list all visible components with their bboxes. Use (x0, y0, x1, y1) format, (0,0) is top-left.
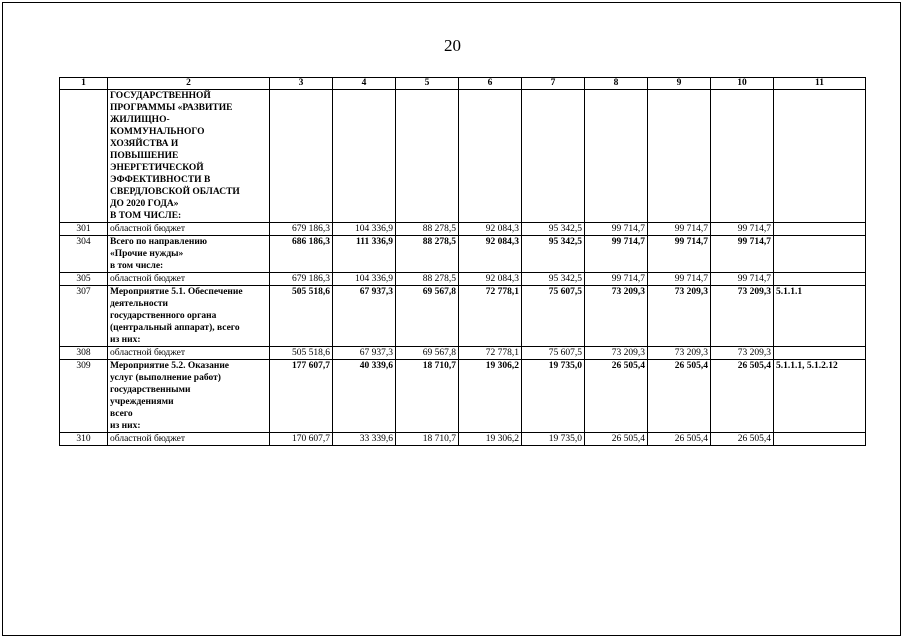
amount-cell (711, 90, 774, 223)
target-code (774, 273, 866, 286)
target-code (774, 236, 866, 273)
amount-cell: 72 778,1 (459, 286, 522, 347)
amount-cell: 88 278,5 (396, 273, 459, 286)
amount-cell (333, 90, 396, 223)
row-number: 305 (60, 273, 108, 286)
description-line: областной бюджет (110, 348, 186, 358)
amount-cell: 73 209,3 (711, 286, 774, 347)
column-header: 11 (774, 78, 866, 90)
amount-cell: 686 186,3 (270, 236, 333, 273)
amount-cell: 177 607,7 (270, 360, 333, 433)
row-description (108, 286, 270, 347)
amount-cell: 88 278,5 (396, 236, 459, 273)
description-line: учреждениями (110, 397, 174, 407)
column-header: 3 (270, 78, 333, 90)
amount-cell: 92 084,3 (459, 223, 522, 236)
amount-cell: 69 567,8 (396, 347, 459, 360)
amount-cell: 104 336,9 (333, 223, 396, 236)
description-line: В ТОМ ЧИСЛЕ: (110, 211, 182, 221)
amount-cell: 73 209,3 (711, 347, 774, 360)
description-line: ЭНЕРГЕТИЧЕСКОЙ (110, 163, 204, 173)
amount-cell: 26 505,4 (648, 360, 711, 433)
amount-cell: 99 714,7 (648, 273, 711, 286)
amount-cell (522, 90, 585, 223)
amount-cell: 99 714,7 (585, 223, 648, 236)
amount-cell: 33 339,6 (333, 433, 396, 446)
amount-cell: 73 209,3 (585, 286, 648, 347)
row-description (108, 273, 270, 286)
table-row (60, 347, 866, 360)
amount-cell: 95 342,5 (522, 223, 585, 236)
amount-cell: 99 714,7 (585, 236, 648, 273)
description-line: «Прочие нужды» (110, 249, 184, 259)
target-code (774, 90, 866, 223)
amount-cell (648, 90, 711, 223)
amount-cell: 99 714,7 (585, 273, 648, 286)
row-number: 304 (60, 236, 108, 273)
amount-cell (585, 90, 648, 223)
column-header: 4 (333, 78, 396, 90)
column-header: 9 (648, 78, 711, 90)
amount-cell: 26 505,4 (711, 360, 774, 433)
amount-cell (396, 90, 459, 223)
amount-cell: 95 342,5 (522, 236, 585, 273)
amount-cell: 18 710,7 (396, 433, 459, 446)
row-description (108, 360, 270, 433)
amount-cell: 19 735,0 (522, 433, 585, 446)
amount-cell: 95 342,5 (522, 273, 585, 286)
amount-cell: 99 714,7 (648, 236, 711, 273)
amount-cell: 505 518,6 (270, 286, 333, 347)
description-line: ДО 2020 ГОДА» (110, 199, 179, 209)
row-number: 308 (60, 347, 108, 360)
amount-cell: 88 278,5 (396, 223, 459, 236)
amount-cell: 19 306,2 (459, 360, 522, 433)
budget-table (59, 77, 866, 446)
column-header: 5 (396, 78, 459, 90)
amount-cell: 73 209,3 (585, 347, 648, 360)
amount-cell: 92 084,3 (459, 236, 522, 273)
description-line: из них: (110, 335, 141, 345)
description-line: ХОЗЯЙСТВА И (110, 139, 179, 149)
amount-cell: 67 937,3 (333, 347, 396, 360)
row-description (108, 223, 270, 236)
description-line: КОММУНАЛЬНОГО (110, 127, 205, 137)
table-row (60, 236, 866, 273)
description-line: деятельности (110, 299, 168, 309)
table-row (60, 433, 866, 446)
amount-cell: 99 714,7 (711, 223, 774, 236)
amount-cell: 73 209,3 (648, 286, 711, 347)
row-description (108, 90, 270, 223)
amount-cell: 170 607,7 (270, 433, 333, 446)
description-line: государственными (110, 385, 191, 395)
target-code: 5.1.1.1, 5.1.2.12 (774, 360, 866, 433)
amount-cell: 75 607,5 (522, 286, 585, 347)
description-line: областной бюджет (110, 224, 186, 234)
amount-cell: 99 714,7 (648, 223, 711, 236)
amount-cell: 40 339,6 (333, 360, 396, 433)
amount-cell: 72 778,1 (459, 347, 522, 360)
row-number: 301 (60, 223, 108, 236)
amount-cell: 26 505,4 (648, 433, 711, 446)
row-description (108, 236, 270, 273)
description-line: ЖИЛИЩНО- (110, 115, 170, 125)
amount-cell: 99 714,7 (711, 273, 774, 286)
amount-cell: 26 505,4 (711, 433, 774, 446)
row-number (60, 90, 108, 223)
amount-cell: 505 518,6 (270, 347, 333, 360)
description-line: в том числе: (110, 261, 164, 271)
description-line: Мероприятие 5.1. Обеспечение (110, 287, 243, 297)
description-line: областной бюджет (110, 434, 186, 444)
description-line: ГОСУДАРСТВЕННОЙ (110, 91, 211, 101)
amount-cell: 75 607,5 (522, 347, 585, 360)
row-description (108, 347, 270, 360)
row-number: 309 (60, 360, 108, 433)
page-number: 20 (444, 36, 461, 55)
amount-cell: 26 505,4 (585, 360, 648, 433)
description-line: ПРОГРАММЫ «РАЗВИТИЕ (110, 103, 233, 113)
amount-cell: 104 336,9 (333, 273, 396, 286)
row-number: 307 (60, 286, 108, 347)
column-header: 1 (60, 78, 108, 90)
amount-cell: 67 937,3 (333, 286, 396, 347)
description-line: всего (110, 409, 133, 419)
amount-cell: 19 735,0 (522, 360, 585, 433)
description-line: Мероприятие 5.2. Оказание (110, 361, 230, 371)
amount-cell (459, 90, 522, 223)
table-row (60, 273, 866, 286)
description-line: государственного органа (110, 311, 217, 321)
amount-cell (270, 90, 333, 223)
target-code (774, 347, 866, 360)
column-header: 8 (585, 78, 648, 90)
amount-cell: 19 306,2 (459, 433, 522, 446)
target-code: 5.1.1.1 (774, 286, 866, 347)
table-row (60, 360, 866, 433)
amount-cell: 26 505,4 (585, 433, 648, 446)
amount-cell: 92 084,3 (459, 273, 522, 286)
description-line: областной бюджет (110, 274, 186, 284)
amount-cell: 99 714,7 (711, 236, 774, 273)
table-row (60, 90, 866, 223)
description-line: СВЕРДЛОВСКОЙ ОБЛАСТИ (110, 187, 240, 197)
description-line: Всего по направлению (110, 237, 208, 247)
table-row (60, 223, 866, 236)
amount-cell: 69 567,8 (396, 286, 459, 347)
amount-cell: 111 336,9 (333, 236, 396, 273)
column-header: 7 (522, 78, 585, 90)
column-header: 2 (108, 78, 270, 90)
amount-cell: 18 710,7 (396, 360, 459, 433)
column-header: 10 (711, 78, 774, 90)
amount-cell: 679 186,3 (270, 223, 333, 236)
column-header: 6 (459, 78, 522, 90)
amount-cell: 73 209,3 (648, 347, 711, 360)
description-line: услуг (выполнение работ) (110, 373, 221, 383)
target-code (774, 433, 866, 446)
description-line: ЭФФЕКТИВНОСТИ В (110, 175, 211, 185)
target-code (774, 223, 866, 236)
description-line: ПОВЫШЕНИЕ (110, 151, 179, 161)
table-row (60, 286, 866, 347)
row-number: 310 (60, 433, 108, 446)
amount-cell: 679 186,3 (270, 273, 333, 286)
row-description (108, 433, 270, 446)
description-line: из них: (110, 421, 141, 431)
description-line: (центральный аппарат), всего (110, 323, 240, 333)
table-header-row (60, 78, 866, 90)
